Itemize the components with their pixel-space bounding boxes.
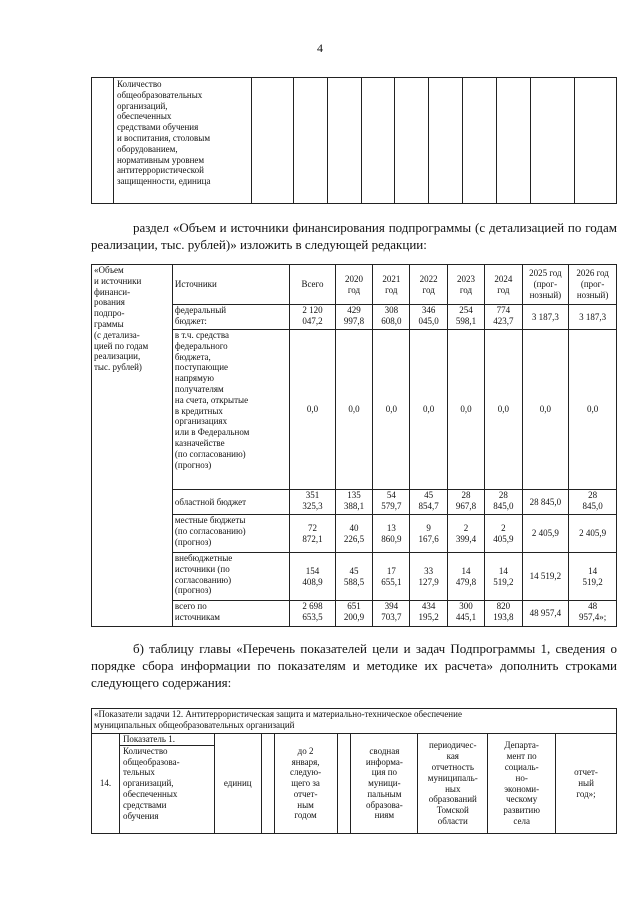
text-line: муниципальных общеобразовательных организаций [94, 719, 295, 730]
indicators-table [91, 708, 617, 834]
empty-cell [92, 78, 114, 204]
text-line: обучения [122, 810, 159, 821]
text-line: образова- [366, 799, 403, 810]
text-line: подпро- [94, 308, 125, 319]
text-line: (по согласованию) [174, 448, 246, 459]
col-header-2025 [522, 265, 569, 305]
source-cell [172, 330, 289, 490]
text-line: год»; [576, 788, 596, 799]
responsible-cell [488, 734, 556, 834]
text-line: (с детализа- [94, 329, 140, 340]
text-line: (прогноз) [174, 536, 212, 547]
value-cell: 0,0 [290, 330, 336, 490]
text-line: 957,4»; [578, 611, 607, 622]
label-line: общеобразовательных [116, 89, 203, 100]
value-cell [522, 305, 569, 330]
text-line: год [347, 284, 361, 295]
text-line: граммы [94, 318, 124, 329]
text-line: 429 [347, 305, 361, 315]
value-cell [290, 490, 336, 515]
text-line: 045,0 [418, 315, 439, 326]
text-line: 3 187,3 [531, 311, 559, 322]
text-line: областной бюджет [174, 496, 247, 507]
value-cell [485, 515, 522, 553]
text-line: 2 [501, 522, 506, 533]
text-line: 351 [305, 490, 320, 500]
text-line: «Показатели задачи 12. Антитеррористическая защита и материально-техническое обеспечение [94, 709, 462, 719]
value-cell [373, 305, 410, 330]
text-line: 2 405,9 [579, 528, 607, 539]
text-line: 72 [307, 522, 317, 533]
text-line: годом [294, 810, 317, 821]
label-line: защищенности, единица [116, 176, 211, 187]
text-line: 651 [347, 601, 361, 611]
label-line: и воспитания, столовым [116, 132, 211, 143]
source-cell [172, 305, 289, 330]
label-line: обеспеченных [116, 111, 172, 122]
text-line: отчет- [293, 788, 318, 799]
text-line: 33 [424, 565, 434, 576]
page-number: 4 [317, 41, 323, 55]
text-line: экономи- [504, 783, 540, 794]
finance-table [91, 264, 617, 627]
text-line: 845,0 [493, 500, 514, 511]
text-line: нозный) [576, 289, 609, 300]
text-line: ных [445, 783, 461, 794]
text-line: год [459, 284, 473, 295]
text-line: нозный) [529, 289, 562, 300]
text-line: муниципаль- [427, 772, 478, 783]
text-line: информа- [365, 756, 403, 767]
text-line: 226,5 [343, 533, 365, 544]
col-header-2024 [485, 265, 522, 305]
text-line: 2025 год [529, 268, 562, 279]
text-line: 703,7 [381, 611, 402, 622]
empty-cell [251, 78, 293, 204]
text-line: 135 [347, 490, 361, 500]
text-line: следую- [289, 767, 322, 778]
value-cell [447, 553, 484, 601]
source-cell [172, 490, 289, 515]
text-line: 2 405,9 [531, 528, 559, 539]
value-cell [290, 515, 336, 553]
text-line: согласованию) [174, 574, 232, 585]
text-line: 967,8 [455, 500, 477, 511]
text-line: января, [291, 756, 320, 767]
text-line: год [497, 284, 510, 295]
text-line: источники (по [174, 563, 230, 574]
empty-cell [463, 78, 497, 204]
empty-cell [337, 734, 351, 834]
text-line: 405,9 [493, 533, 514, 544]
text-line: всего по [174, 601, 207, 611]
value-cell [373, 601, 410, 627]
value-cell [569, 515, 617, 553]
value-cell [335, 490, 372, 515]
value-cell: 0,0 [373, 330, 410, 490]
text-line: ция по [371, 767, 398, 778]
text-line: напрямую [174, 373, 214, 384]
col-header-2026 [569, 265, 617, 305]
value-cell: 0,0 [335, 330, 372, 490]
source-cell [418, 734, 488, 834]
text-line: год [422, 284, 435, 295]
empty-cell [327, 78, 361, 204]
text-line: ным [297, 799, 314, 810]
value-cell [569, 490, 617, 515]
indicators-heading [92, 709, 617, 734]
text-line: ческому [506, 794, 538, 805]
text-line: пальным [367, 788, 402, 799]
value-cell [335, 515, 372, 553]
value-cell: 0,0 [569, 330, 617, 490]
text-line: 28 [498, 490, 508, 500]
text-line: (по согласованию) [174, 525, 246, 536]
text-line: муници- [368, 778, 401, 789]
value-cell: 0,0 [522, 330, 569, 490]
value-cell [485, 553, 522, 601]
text-line: организациях [174, 416, 228, 427]
value-cell [522, 490, 569, 515]
text-line: средствами [122, 799, 167, 810]
indicator-continuation-table [91, 77, 617, 204]
text-line: 300 [459, 601, 473, 611]
indicator-title: Показатель 1. [120, 734, 214, 746]
text-line: на счета, открытые [174, 394, 249, 405]
value-cell [410, 553, 447, 601]
text-line: ный [578, 778, 594, 789]
text-line: периодичес- [429, 740, 477, 751]
text-line: 127,9 [418, 576, 439, 587]
empty-cell [361, 78, 395, 204]
empty-cell [395, 78, 429, 204]
value-cell [485, 490, 522, 515]
value-cell [335, 305, 372, 330]
text-line: и источники [94, 275, 142, 286]
text-line: ниям [374, 810, 395, 821]
text-line: 579,7 [381, 500, 402, 511]
text-line: 872,1 [302, 533, 323, 544]
col-header-2021 [373, 265, 410, 305]
text-line: 434 [421, 601, 436, 611]
text-line: 394 [384, 601, 399, 611]
label-line: нормативным уровнем [116, 154, 205, 165]
indicator-label-cell [113, 78, 251, 204]
text-line: области [437, 815, 468, 826]
value-cell [522, 515, 569, 553]
value-cell [373, 553, 410, 601]
text-line: Департа- [504, 740, 539, 751]
empty-cell [575, 78, 617, 204]
text-line: 195,2 [418, 611, 439, 622]
text-line: 997,8 [343, 315, 365, 326]
text-line: мент по [506, 751, 537, 762]
value-cell [290, 601, 336, 627]
text-line: финанси- [94, 286, 131, 297]
text-line: (прог- [580, 279, 605, 290]
text-line: 479,8 [455, 576, 477, 587]
text-line: общеобразова- [122, 756, 180, 767]
text-line: 14 [498, 565, 508, 576]
text-line: 346 [421, 305, 436, 315]
value-cell [373, 515, 410, 553]
source-cell [172, 553, 289, 601]
value-cell [447, 305, 484, 330]
text-line: федеральный [174, 305, 227, 315]
text-line: 047,2 [302, 315, 323, 326]
source-cell [172, 601, 289, 627]
text-line: 2024 [494, 273, 513, 284]
text-line: 14 519,2 [529, 571, 562, 582]
method-cell [351, 734, 418, 834]
text-line: 608,0 [381, 315, 402, 326]
text-line: Количество [122, 745, 168, 756]
label-line: оборудованием, [116, 143, 178, 154]
text-line: села [513, 815, 530, 826]
value-cell [410, 305, 447, 330]
text-line: 388,1 [343, 500, 365, 511]
empty-cell [261, 734, 274, 834]
label-line: средствами обучения [116, 122, 199, 133]
text-line: 860,9 [381, 533, 402, 544]
text-line: отчет- [574, 767, 598, 778]
value-cell: 0,0 [410, 330, 447, 490]
text-line: обеспеченных [122, 788, 178, 799]
text-line: отчетность [431, 761, 474, 772]
col-header-2020 [335, 265, 372, 305]
unit-cell: единиц [214, 734, 261, 834]
text-line: кая [446, 751, 459, 762]
text-line: 200,9 [343, 611, 365, 622]
text-line: 854,7 [418, 500, 439, 511]
text-line: 588,5 [343, 576, 365, 587]
text-line: 308 [384, 305, 399, 315]
row-number: 14. [92, 734, 120, 834]
text-line: 2 [463, 522, 469, 533]
text-line: 445,1 [455, 611, 477, 622]
text-line: 28 [461, 490, 471, 500]
text-line: сводная [369, 745, 400, 756]
text-line: 2020 [344, 273, 363, 284]
text-line: 48 [588, 601, 598, 611]
paragraph-finance-intro: раздел «Объем и источники финансирования подпрограммы (с детализацией по годам реализации, тыс. рублей)» изложить в следующей редакции: [91, 220, 617, 252]
text-line: 40 [349, 522, 359, 533]
text-line: 28 [588, 490, 598, 500]
empty-cell [429, 78, 463, 204]
text-line: 423,7 [493, 315, 514, 326]
text-line: но- [515, 772, 528, 783]
text-line: или в Федеральном [174, 427, 250, 438]
text-line: тыс. рублей) [94, 362, 142, 373]
text-line: развитию [503, 805, 540, 816]
col-header-total: Всего [290, 265, 336, 305]
text-line: в т.ч. средства [174, 330, 229, 340]
value-cell [522, 553, 569, 601]
text-line: Томской [436, 805, 469, 816]
finance-row-header [92, 265, 173, 627]
text-line: 820 [496, 601, 511, 611]
text-line: местные бюджеты [174, 515, 246, 525]
value-cell [569, 305, 617, 330]
empty-cell [531, 78, 575, 204]
text-line: цией по годам [94, 340, 149, 351]
label-line: антитеррористической [116, 165, 204, 176]
text-line: 519,2 [493, 576, 514, 587]
text-line: 845,0 [582, 500, 603, 511]
text-line: 2026 год [576, 268, 609, 279]
text-line: 2021 [382, 273, 401, 284]
text-line: 519,2 [582, 576, 603, 587]
text-line: 48 957,4 [529, 608, 562, 619]
text-line: год [385, 284, 398, 295]
text-line: 17 [386, 565, 396, 576]
text-line: в кредитных [174, 405, 223, 416]
value-cell [335, 553, 372, 601]
text-line: 9 [426, 522, 431, 533]
text-line: источникам [174, 611, 220, 622]
value-cell [569, 601, 617, 627]
text-line: 2 698 [302, 601, 323, 611]
text-line: 2 120 [302, 305, 323, 315]
value-cell [447, 515, 484, 553]
value-cell [447, 601, 484, 627]
text-line: 653,5 [302, 611, 323, 622]
text-line: 45 [349, 565, 359, 576]
value-cell [373, 490, 410, 515]
empty-cell [497, 78, 531, 204]
text-line: казначействе [174, 437, 225, 448]
value-cell [485, 305, 522, 330]
text-line: рования [94, 297, 125, 308]
text-line: 193,8 [493, 611, 514, 622]
text-line: 774 [496, 305, 511, 315]
text-line: федерального [174, 340, 228, 351]
text-line: 154 [305, 565, 320, 576]
value-cell [569, 553, 617, 601]
text-line: щего за [291, 778, 320, 789]
col-header-2023 [447, 265, 484, 305]
value-cell [485, 601, 522, 627]
deadline-cell [274, 734, 337, 834]
text-line: внебюджетные [174, 553, 233, 563]
value-cell [410, 601, 447, 627]
value-cell: 0,0 [447, 330, 484, 490]
text-line: 655,1 [381, 576, 402, 587]
text-line: 14 [461, 565, 471, 576]
text-line: организаций, [122, 778, 174, 789]
text-line: 45 [424, 490, 434, 500]
text-line: 254 [459, 305, 473, 315]
value-cell [410, 490, 447, 515]
label-line: организаций, [116, 100, 168, 111]
text-line: 13 [386, 522, 396, 533]
text-line: (прогноз) [174, 585, 212, 596]
text-line: 28 845,0 [529, 496, 562, 507]
paragraph-indicators-intro: б) таблицу главы «Перечень показателей цели и задач Подпрограммы 1, сведения о порядке сбора информации по показателям и методике их расчета» дополнить строками следующего содержания: [91, 641, 617, 690]
col-header-source: Источники [172, 265, 289, 305]
period-cell [556, 734, 617, 834]
text-line: 598,1 [455, 315, 477, 326]
text-line: реализации, [94, 351, 141, 362]
text-line: бюджет: [174, 315, 207, 326]
value-cell [290, 305, 336, 330]
text-line: 2022 [419, 273, 438, 284]
value-cell [522, 601, 569, 627]
text-line: 2023 [457, 273, 475, 284]
text-line: (прог- [533, 279, 558, 290]
col-header-2022 [410, 265, 447, 305]
text-line: (прогноз) [174, 459, 212, 470]
text-line: социаль- [504, 761, 539, 772]
text-line: «Объем [94, 265, 124, 275]
text-line: образований [428, 794, 477, 805]
text-line: бюджета, [174, 351, 211, 362]
indicator-name-cell [119, 734, 214, 834]
label-line: Количество [116, 79, 162, 89]
text-line: 399,4 [455, 533, 477, 544]
text-line: поступающие [174, 362, 229, 373]
value-cell: 0,0 [485, 330, 522, 490]
text-line: тельных [122, 767, 155, 778]
text-line: 14 [588, 565, 598, 576]
text-line: получателям [174, 383, 224, 394]
value-cell [290, 553, 336, 601]
value-cell [335, 601, 372, 627]
text-line: 167,6 [418, 533, 439, 544]
table-row [92, 734, 617, 834]
value-cell [447, 490, 484, 515]
empty-cell [293, 78, 327, 204]
source-cell [172, 515, 289, 553]
text-line: до 2 [297, 745, 314, 756]
text-line: 408,9 [302, 576, 323, 587]
text-line: 325,3 [302, 500, 323, 511]
value-cell [410, 515, 447, 553]
text-line: 3 187,3 [579, 311, 607, 322]
text-line: 54 [386, 490, 396, 500]
